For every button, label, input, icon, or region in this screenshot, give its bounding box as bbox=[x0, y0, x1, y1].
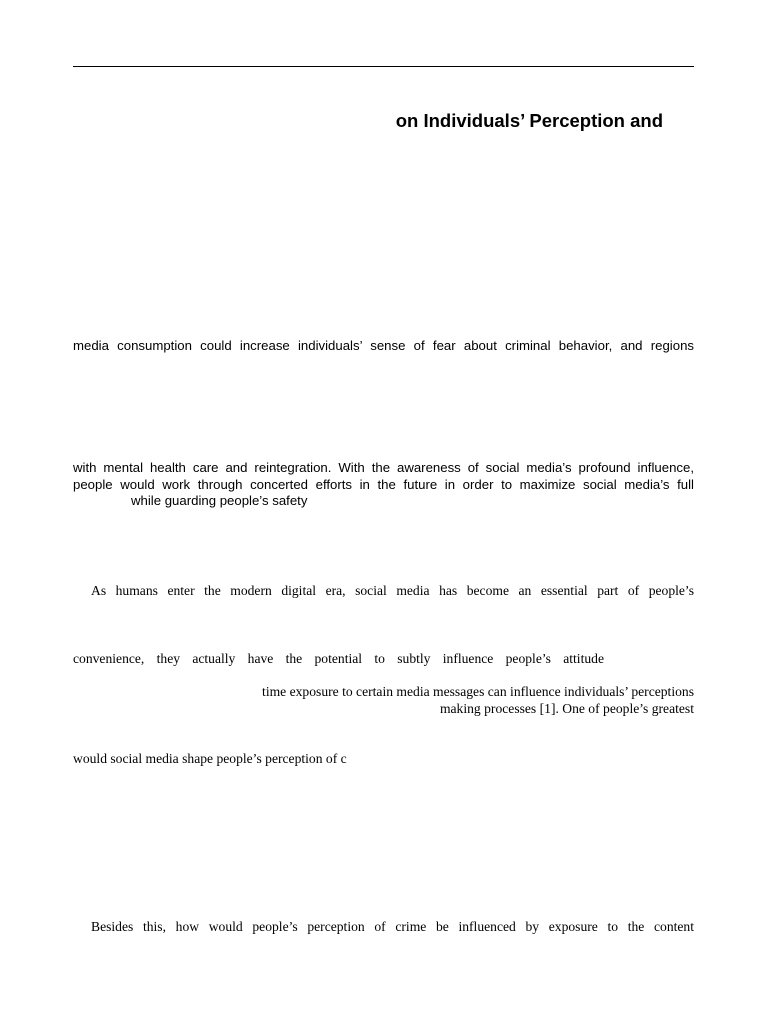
body-line-1: As humans enter the modern digital era, social media has become an essential part of people’s bbox=[91, 583, 694, 598]
body-line-6: Besides this, how would people’s perception of crime be influenced by exposure to the content bbox=[91, 919, 694, 934]
body-line-2: convenience, they actually have the potential to subtly influence people’s attitude bbox=[73, 651, 604, 666]
abstract-line-2: with mental health care and reintegration. With the awareness of social media’s profound influence, bbox=[73, 460, 694, 475]
header-rule bbox=[73, 66, 694, 67]
abstract-line-1: media consumption could increase individuals’ sense of fear about criminal behavior, and regions bbox=[73, 338, 694, 353]
body-line-5: would social media shape people’s perception of c bbox=[73, 751, 347, 766]
body-line-3: time exposure to certain media messages can influence individuals’ perceptions bbox=[262, 684, 694, 699]
body-line-4: making processes [1]. One of people’s greatest bbox=[439, 701, 694, 716]
paper-title-fragment: on Individuals’ Perception and bbox=[395, 110, 663, 131]
abstract-line-4: while guarding people’s safety bbox=[131, 493, 308, 508]
abstract-line-3: people would work through concerted efforts in the future in order to maximize social media’s full bbox=[73, 477, 694, 492]
